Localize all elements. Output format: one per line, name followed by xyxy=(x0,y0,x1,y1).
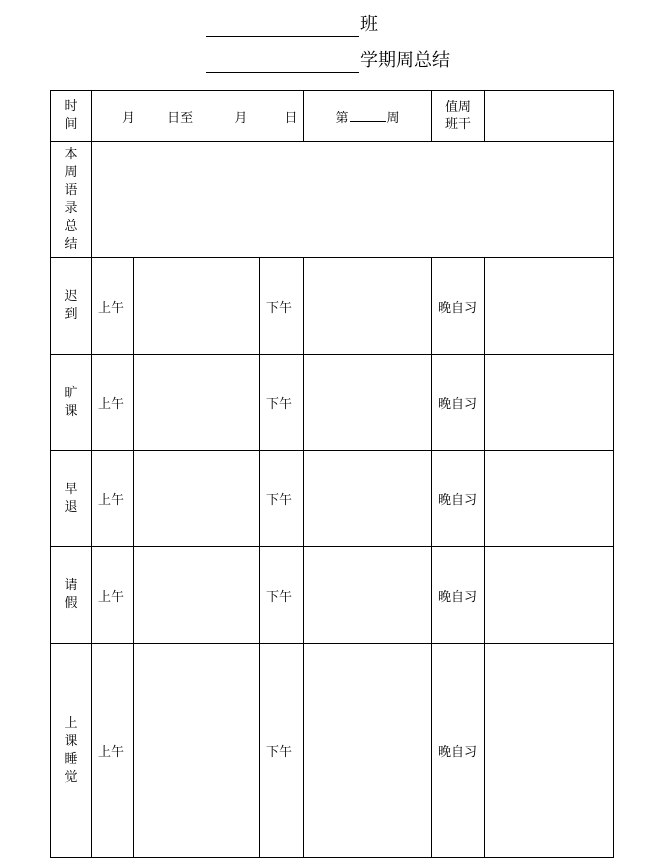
late-row xyxy=(51,258,614,355)
afternoon-label: 下午 xyxy=(260,644,304,858)
afternoon-label: 下午 xyxy=(260,355,304,451)
sleeping-label-cell xyxy=(51,644,92,858)
summary-label-cell xyxy=(51,142,92,258)
sleeping-morning-cell[interactable] xyxy=(134,644,260,858)
sleeping-evening-cell[interactable] xyxy=(485,644,614,858)
date-day-to: 日至 xyxy=(167,110,194,126)
afternoon-label: 下午 xyxy=(260,451,304,547)
summary-label-char: 总 xyxy=(64,218,78,234)
date-month-start: 月 xyxy=(122,110,136,126)
row-label-char: 迟 xyxy=(64,289,78,304)
morning-label: 上午 xyxy=(92,355,134,451)
leave-request-label-cell xyxy=(51,547,92,644)
row-label-char: 课 xyxy=(64,733,78,749)
duty-label-line: 值周 xyxy=(444,100,471,115)
morning-label: 上午 xyxy=(92,258,134,355)
class-name-blank[interactable] xyxy=(206,20,359,37)
row-label-char: 早 xyxy=(64,481,78,497)
row-label-char: 课 xyxy=(64,403,78,419)
date-day-end: 日 xyxy=(284,110,298,126)
date-month-end: 月 xyxy=(234,110,248,126)
leave-early-morning-cell[interactable] xyxy=(134,451,260,547)
evening-label: 晚自习 xyxy=(432,644,485,858)
class-suffix: 班 xyxy=(360,14,378,35)
late-afternoon-cell[interactable] xyxy=(304,258,432,355)
morning-label: 上午 xyxy=(92,644,134,858)
morning-label: 上午 xyxy=(92,451,134,547)
absent-morning-cell[interactable] xyxy=(134,355,260,451)
row-label-char: 上 xyxy=(64,715,78,731)
leave-request-evening-cell[interactable] xyxy=(485,547,614,644)
time-label-char: 时 xyxy=(64,99,78,114)
header-row xyxy=(51,91,614,142)
summary-content-cell[interactable] xyxy=(92,142,614,258)
absent-afternoon-cell[interactable] xyxy=(304,355,432,451)
late-morning-cell[interactable] xyxy=(134,258,260,355)
duty-name-cell[interactable] xyxy=(485,91,614,142)
afternoon-label: 下午 xyxy=(260,258,304,355)
morning-label: 上午 xyxy=(92,547,134,644)
term-title: 学期周总结 xyxy=(360,50,450,71)
time-label-char: 间 xyxy=(64,117,78,132)
weekly-summary-table xyxy=(50,90,614,858)
evening-label: 晚自习 xyxy=(432,258,485,355)
evening-label: 晚自习 xyxy=(432,547,485,644)
summary-row xyxy=(51,142,614,258)
summary-label-char: 录 xyxy=(64,200,78,216)
row-label-char: 睡 xyxy=(64,751,78,767)
row-label-char: 觉 xyxy=(64,769,78,785)
leave-early-afternoon-cell[interactable] xyxy=(304,451,432,547)
summary-label-char: 周 xyxy=(64,164,78,180)
absent-row xyxy=(51,355,614,451)
summary-label-char: 结 xyxy=(64,236,78,252)
row-label-char: 假 xyxy=(64,596,78,611)
evening-label: 晚自习 xyxy=(432,355,485,451)
week-prefix: 第 xyxy=(335,110,349,126)
leave-request-afternoon-cell[interactable] xyxy=(304,547,432,644)
week-number-cell[interactable] xyxy=(304,91,432,142)
late-evening-cell[interactable] xyxy=(485,258,614,355)
afternoon-label: 下午 xyxy=(260,547,304,644)
summary-label-char: 语 xyxy=(64,182,78,198)
leave-request-row xyxy=(51,547,614,644)
duty-label-cell xyxy=(432,91,485,142)
week-suffix: 周 xyxy=(386,110,400,126)
week-number-blank[interactable] xyxy=(350,108,386,122)
row-label-char: 退 xyxy=(64,499,78,515)
time-label-cell xyxy=(51,91,92,142)
leave-request-morning-cell[interactable] xyxy=(134,547,260,644)
sleeping-row xyxy=(51,644,614,858)
evening-label: 晚自习 xyxy=(432,451,485,547)
duty-label-line: 班干 xyxy=(444,117,471,132)
absent-label-cell xyxy=(51,355,92,451)
date-range-cell[interactable] xyxy=(92,91,304,142)
late-label-cell xyxy=(51,258,92,355)
form-header xyxy=(0,0,667,90)
term-blank[interactable] xyxy=(206,56,359,73)
summary-label-char: 本 xyxy=(64,146,78,162)
row-label-char: 旷 xyxy=(64,385,78,401)
absent-evening-cell[interactable] xyxy=(485,355,614,451)
row-label-char: 到 xyxy=(64,307,78,322)
leave-early-row xyxy=(51,451,614,547)
leave-early-evening-cell[interactable] xyxy=(485,451,614,547)
leave-early-label-cell xyxy=(51,451,92,547)
row-label-char: 请 xyxy=(64,578,78,593)
sleeping-afternoon-cell[interactable] xyxy=(304,644,432,858)
